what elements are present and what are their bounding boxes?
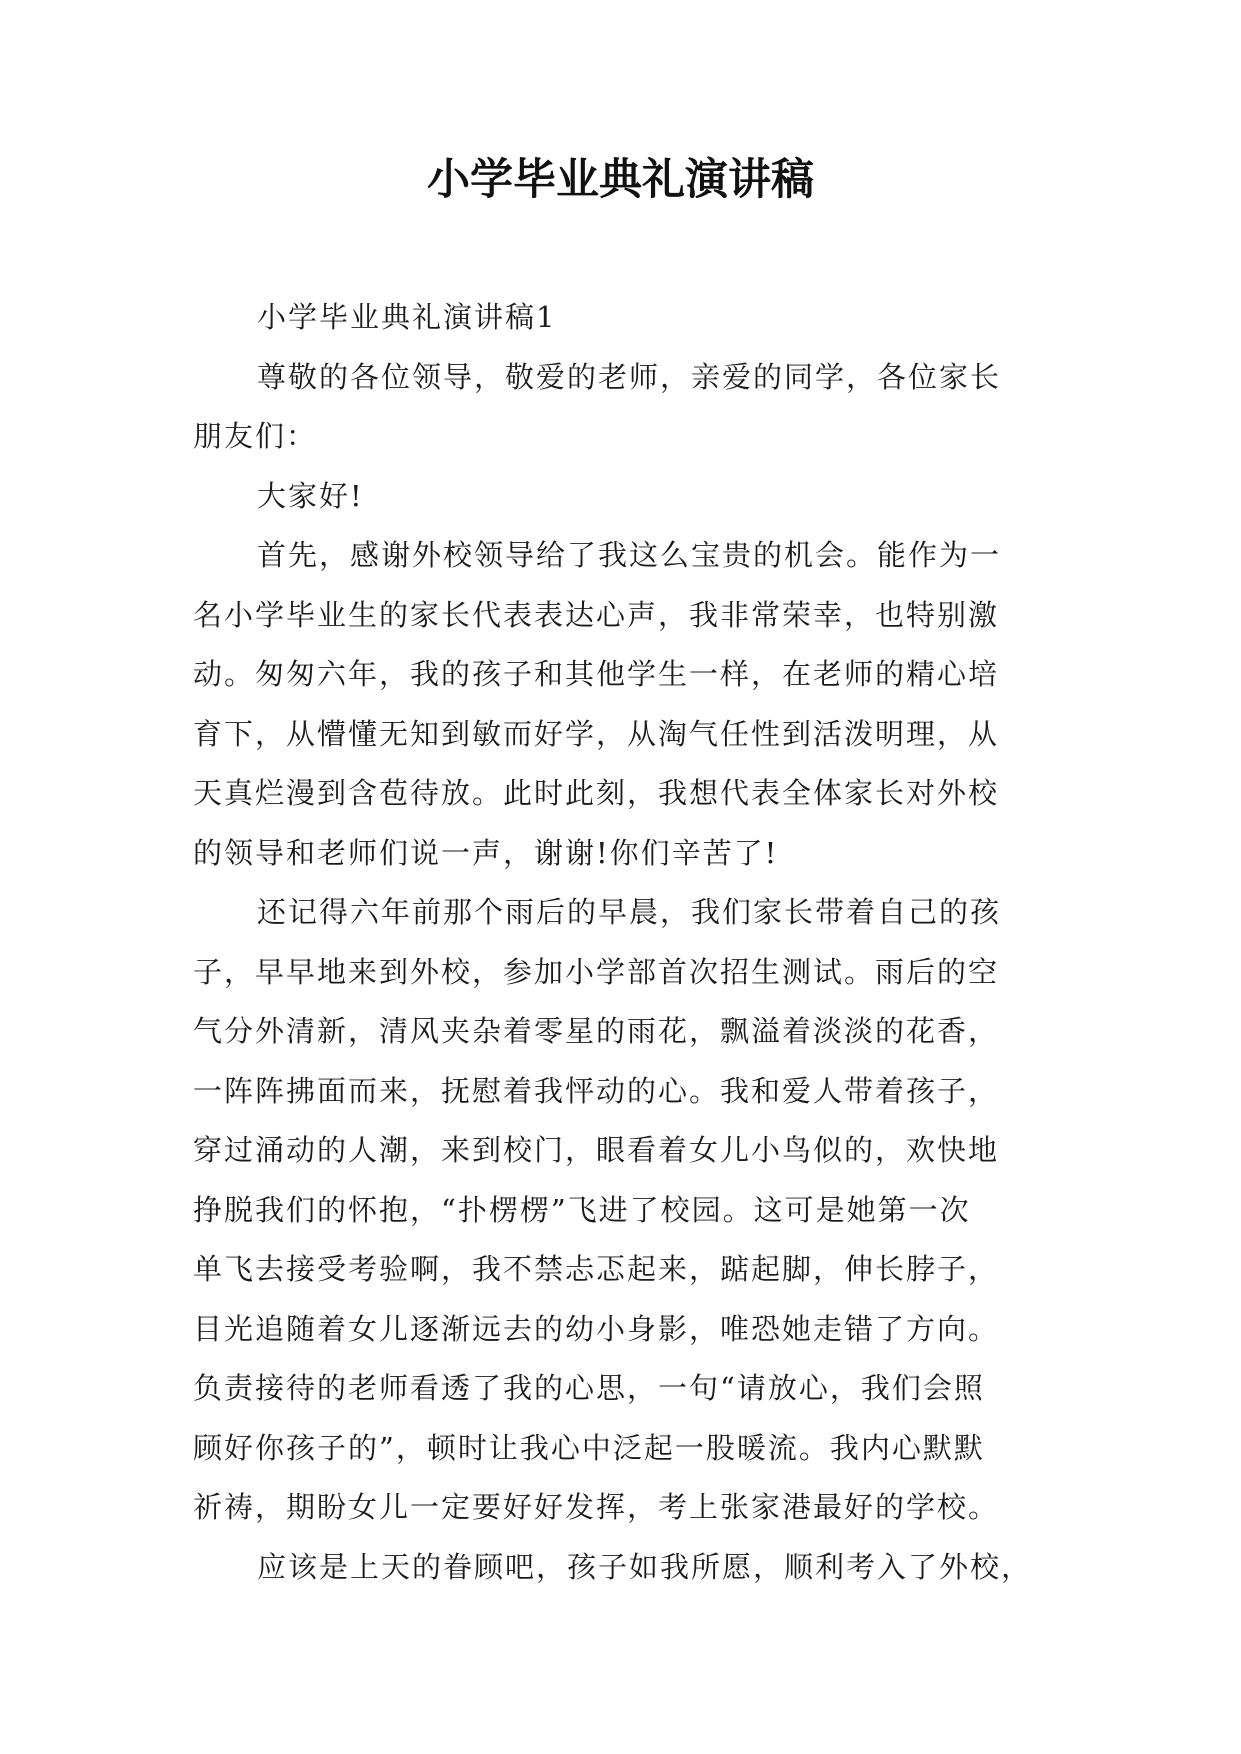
text-line: 穿过涌动的人潮，来到校门，眼看着女儿小鸟似的，欢快地 xyxy=(193,1133,1000,1167)
text-line: 单飞去接受考验啊，我不禁忐忑起来，踮起脚，伸长脖子， xyxy=(193,1252,1000,1286)
text-line: 朋友们： xyxy=(193,419,318,453)
text-line: 的领导和老师们说一声，谢谢!你们辛苦了! xyxy=(193,835,779,870)
document-body xyxy=(193,288,1073,1597)
text-line: 气分外清新，清风夹杂着零星的雨花，飘溢着淡淡的花香， xyxy=(193,1014,1000,1048)
text-line: 小学毕业典礼演讲稿1 xyxy=(257,300,557,334)
text-line: 一阵阵拂面而来，抚慰着我怦动的心。我和爱人带着孩子， xyxy=(193,1073,1000,1108)
text-line: 应该是上天的眷顾吧，孩子如我所愿，顺利考入了外校， xyxy=(257,1549,1033,1584)
text-line: 目光追随着女儿逐渐远去的幼小身影，唯恐她走错了方向。 xyxy=(193,1311,1000,1346)
text-line: 负责接待的老师看透了我的心思，一句“请放心，我们会照 xyxy=(193,1371,985,1405)
text-line: 顾好你孩子的”，顿时让我心中泛起一股暖流。我内心默默 xyxy=(193,1430,985,1465)
text-line: 动。匆匆六年，我的孩子和其他学生一样，在老师的精心培 xyxy=(193,657,1000,691)
text-line: 育下，从懵懂无知到敏而好学，从淘气任性到活泼明理，从 xyxy=(193,716,1000,751)
text-line: 大家好! xyxy=(257,478,364,513)
text-line: 挣脱我们的怀抱，“扑楞楞”飞进了校园。这可是她第一次 xyxy=(193,1192,971,1227)
text-line: 祈祷，期盼女儿一定要好好发挥，考上张家港最好的学校。 xyxy=(193,1490,1000,1524)
text-line: 天真烂漫到含苞待放。此时此刻，我想代表全体家长对外校 xyxy=(193,776,1000,810)
text-line: 还记得六年前那个雨后的早晨，我们家长带着自己的孩 xyxy=(257,895,1002,929)
text-line: 尊敬的各位领导，敬爱的老师，亲爱的同学，各位家长 xyxy=(257,359,1002,394)
text-line: 子，早早地来到外校，参加小学部首次招生测试。雨后的空 xyxy=(193,954,1000,989)
text-line: 首先，感谢外校领导给了我这么宝贵的机会。能作为一 xyxy=(257,538,1002,572)
document-title: 小学毕业典礼演讲稿 xyxy=(427,155,814,205)
text-line: 名小学毕业生的家长代表表达心声，我非常荣幸，也特别激 xyxy=(193,597,1000,632)
